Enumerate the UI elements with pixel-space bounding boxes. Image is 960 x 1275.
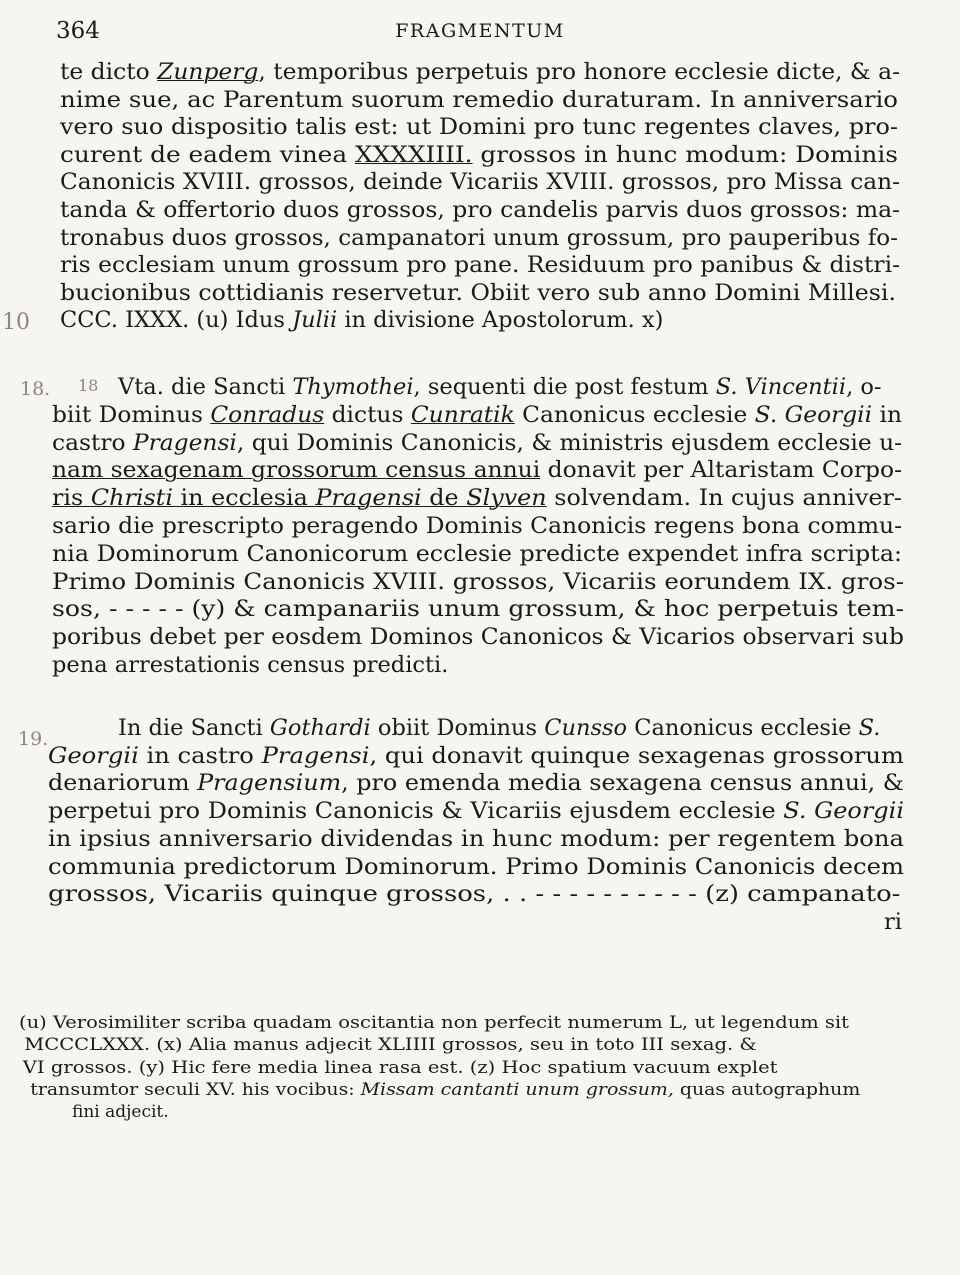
text-span: Primo Dominis Canonicis XVIII. grossos, Vicariis eorundem IX. gros-: [52, 568, 904, 595]
text-line: [52, 429, 902, 457]
text-line: [60, 113, 898, 141]
text-line: [52, 623, 904, 651]
text-span: denariorum: [48, 770, 198, 797]
italic-text: S. Georgii: [783, 798, 904, 825]
text-line: [60, 141, 898, 169]
text-line: [118, 373, 882, 401]
page-number: 364: [56, 18, 100, 44]
text-span: , pro emenda media sexagena census annui, &: [341, 770, 905, 797]
text-line: [52, 512, 902, 540]
text-span: Canonicus ecclesie: [627, 715, 859, 741]
text-span: MCCCLXXX. (x) Alia manus adjecit XLIIII grossos, seu in toto III sexag. &: [24, 1035, 757, 1056]
italic-text: S. Georgii: [754, 401, 873, 428]
text-span: biit Dominus: [52, 401, 211, 428]
text-span: ri: [884, 908, 902, 935]
text-line: [60, 306, 663, 334]
text-span: sos, - - - - - (y) & campanariis unum grossum, & hoc perpetuis tem-: [52, 596, 904, 623]
footnote-line: [23, 1058, 778, 1079]
text-span: perpetui pro Dominis Canonicis & Vicariis ejusdem ecclesie: [48, 798, 784, 825]
italic-text: S. Vincentii: [715, 374, 847, 400]
italic-text: Pragensi: [315, 485, 422, 512]
italic-text: Pragensi: [261, 742, 370, 769]
text-span: nime sue, ac Parentum suorum remedio duraturam. In anniversario: [60, 86, 898, 113]
text-span: nia Dominorum Canonicorum ecclesie predicte expendet infra scripta:: [52, 540, 902, 567]
text-span: castro: [52, 429, 133, 456]
text-span: communia predictorum Dominorum. Primo Dominis Canonicis decem: [48, 853, 905, 880]
text-span: , o-: [846, 374, 882, 400]
text-line: [118, 714, 880, 742]
text-span: poribus debet per eosdem Dominos Canonicos & Vicarios observari sub: [52, 624, 904, 651]
text-span: te dicto: [60, 59, 158, 85]
text-span: in ecclesia: [172, 485, 316, 512]
running-title: FRAGMENTUM: [395, 20, 565, 42]
text-span: curent de eadem vinea: [60, 141, 355, 168]
text-span: solvendam. In cujus anniver-: [546, 485, 902, 512]
text-span: transumtor seculi XV. his vocibus:: [30, 1079, 361, 1100]
italic-text: Conradus: [210, 401, 325, 428]
text-span: donavit per Altaristam Corpo-: [540, 457, 902, 484]
text-span: bucionibus cottidianis reservetur. Obiit vero sub anno Domini Millesi.: [60, 279, 897, 306]
text-line: [52, 540, 902, 568]
text-line: [60, 251, 900, 279]
text-line: [60, 86, 898, 114]
text-line: [48, 769, 904, 797]
text-span: vero suo dispositio talis est: ut Domini pro tunc regentes claves, pro-: [60, 114, 898, 141]
footnote-line: [19, 1013, 849, 1034]
italic-text: Thymothei: [292, 374, 414, 400]
text-span: tronabus duos grossos, campanatori unum grossum, pro pauperibus fo-: [60, 224, 898, 251]
italic-text: Missam cantanti unum grossum,: [360, 1079, 674, 1100]
italic-text: Cunsso: [544, 715, 628, 741]
text-line: [52, 401, 902, 429]
text-span: XXXXIIII.: [354, 141, 473, 168]
text-span: nam sexagenam grossorum census annui: [52, 457, 541, 484]
footnote-line: [24, 1035, 757, 1056]
text-span: quas autographum: [673, 1079, 861, 1100]
text-span: fini adjecit.: [72, 1102, 169, 1123]
text-line: [48, 853, 904, 881]
text-line: [60, 279, 896, 307]
text-line: [884, 908, 902, 936]
text-span: sario die prescripto peragendo Dominis Canonicis regens bona commu-: [52, 513, 902, 539]
text-span: , sequenti die post festum: [413, 374, 716, 400]
text-span: , qui Dominis Canonicis, & ministris ejusdem ecclesie u-: [236, 429, 903, 456]
text-span: in divisione Apostolorum. x): [337, 307, 664, 334]
text-line: [52, 456, 902, 484]
margin-number: 18: [78, 376, 99, 395]
margin-number: 18.: [20, 378, 51, 400]
italic-text: Christi: [90, 485, 173, 512]
text-span: ris: [52, 485, 91, 512]
text-span: in ipsius anniversario dividendas in hunc modum: per regentem bona: [48, 825, 904, 852]
text-line: [48, 825, 904, 853]
text-span: Canonicis XVIII. grossos, deinde Vicariis XVIII. grossos, pro Missa can-: [60, 169, 900, 196]
text-span: grossos, Vicariis quinque grossos, . . - - - - - - - - - - (z) campanato-: [48, 881, 901, 908]
text-line: [48, 742, 904, 770]
italic-text: Georgii: [48, 742, 139, 769]
margin-number: 10: [2, 310, 30, 335]
text-line: [52, 568, 904, 596]
italic-text: Pragensium: [197, 770, 342, 797]
text-span: tanda & offertorio duos grossos, pro candelis parvis duos grossos: ma-: [60, 197, 900, 223]
footnote-line: [30, 1080, 860, 1101]
italic-text: Pragensi: [132, 429, 237, 456]
text-span: pena arrestationis census predicti.: [52, 652, 449, 678]
italic-text: Zunperg: [157, 59, 259, 85]
margin-number: 19.: [18, 728, 49, 750]
italic-text: Cunratik: [410, 401, 515, 428]
footnote-line: [72, 1102, 169, 1123]
text-span: VI grossos. (y) Hic fere media linea rasa est. (z) Hoc spatium vacuum explet: [22, 1057, 778, 1078]
text-span: , qui donavit quinque sexagenas grossorum: [369, 742, 904, 769]
text-span: dictus: [324, 401, 411, 428]
text-span: ris ecclesiam unum grossum pro pane. Residuum pro panibus & distri-: [60, 252, 900, 279]
text-span: grossos in hunc modum: Dominis: [472, 141, 898, 168]
text-span: (u) Verosimiliter scriba quadam oscitantia non perfecit numerum L, ut legendum sit: [19, 1013, 850, 1033]
italic-text: Julii: [292, 307, 338, 334]
text-line: [52, 651, 448, 679]
text-span: In die Sancti: [118, 715, 270, 741]
text-line: [52, 484, 902, 512]
text-line: [48, 797, 904, 825]
text-span: Vta. die Sancti: [118, 374, 293, 400]
italic-text: Slyven: [466, 485, 547, 512]
text-span: de: [421, 485, 467, 512]
text-span: CCC. IXXX. (u) Idus: [60, 307, 293, 334]
text-span: , temporibus perpetuis pro honore ecclesie dicte, & a-: [258, 59, 900, 85]
text-line: [60, 224, 898, 252]
italic-text: Gothardi: [269, 715, 371, 741]
text-span: in castro: [138, 742, 262, 769]
text-line: [60, 196, 900, 224]
text-line: [60, 168, 900, 196]
italic-text: S.: [858, 715, 881, 741]
text-span: obiit Dominus: [370, 715, 545, 741]
text-span: Canonicus ecclesie: [514, 401, 755, 428]
text-span: in: [872, 401, 902, 428]
text-line: [60, 58, 900, 86]
text-line: [48, 880, 900, 908]
text-line: [52, 595, 904, 623]
